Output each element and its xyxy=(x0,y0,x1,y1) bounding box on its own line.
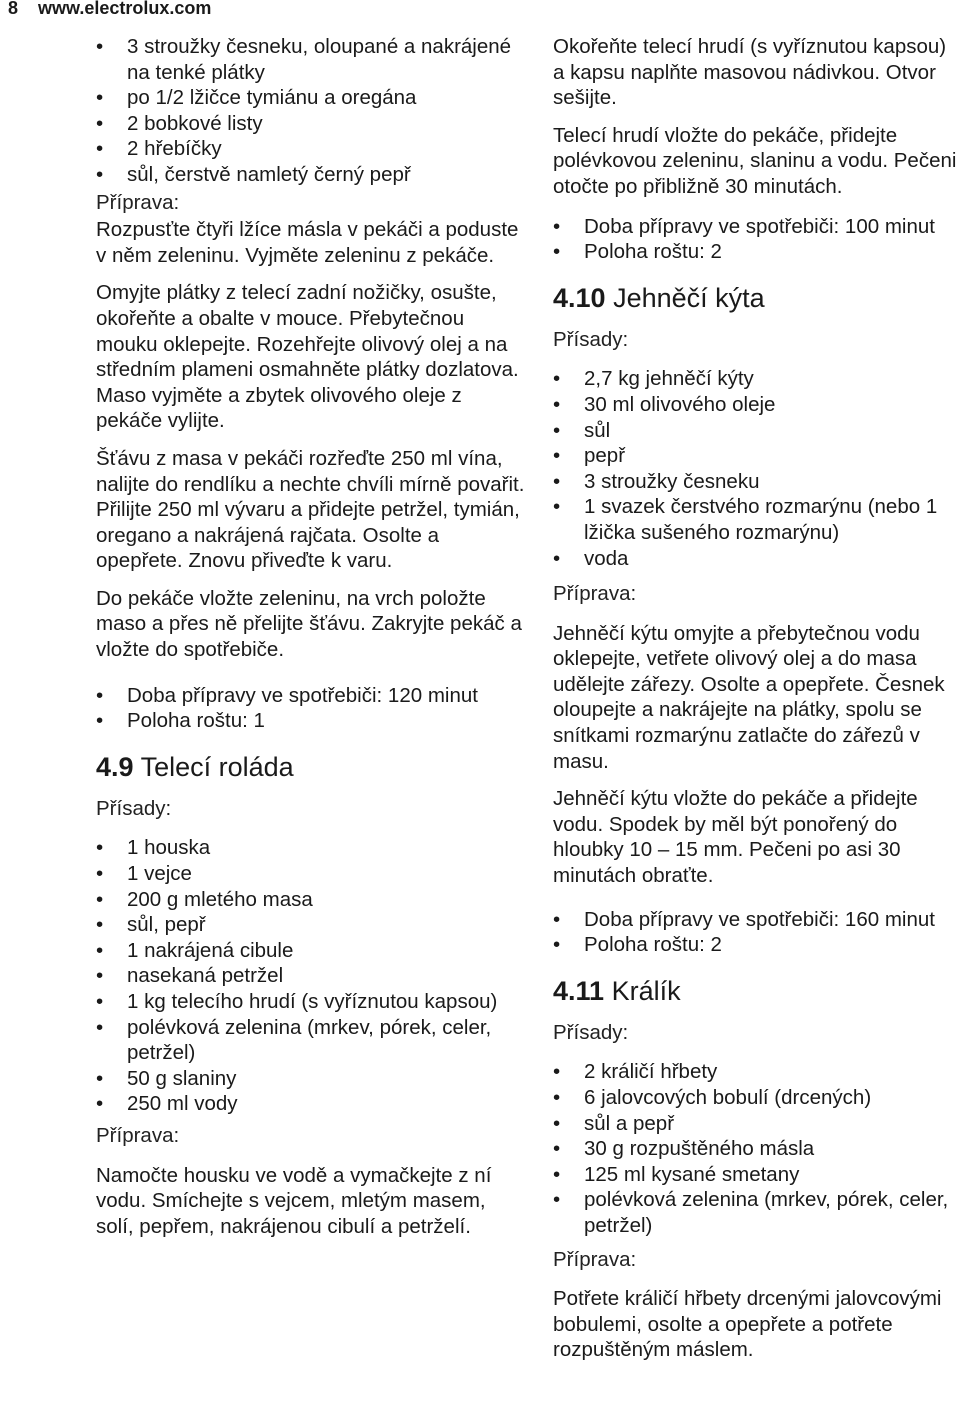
list-item: • 30 ml olivového oleje xyxy=(553,392,960,418)
list-item: • polévková zelenina (mrkev, pórek, celer, petržel) xyxy=(553,1187,960,1238)
ingredient-list xyxy=(96,835,526,1117)
preparation-label: Příprava: xyxy=(96,190,180,214)
list-item: • sůl xyxy=(553,418,960,444)
list-item: • Doba přípravy ve spotřebiči: 160 minut xyxy=(553,907,960,933)
list-item: • 1 svazek čerstvého rozmarýnu (nebo 1 lžička sušeného rozmarýnu) xyxy=(553,494,960,545)
list-item: • pepř xyxy=(553,443,960,469)
ingredient-list xyxy=(553,1059,960,1238)
paragraph: Okořeňte telecí hrudí (s vyříznutou kapsou) a kapsu naplňte masovou nádivkou. Otvor sešijte. xyxy=(553,35,947,110)
preparation-label: Příprava: xyxy=(553,582,637,606)
page-number: 8 xyxy=(8,0,19,18)
list-item: • Doba přípravy ve spotřebiči: 120 minut xyxy=(96,683,526,709)
settings-list xyxy=(553,214,960,265)
list-item: • 3 stroužky česneku, oloupané a nakrájené na tenké plátky xyxy=(96,34,526,85)
section-number: 4.10 xyxy=(553,282,606,313)
paragraph: Jehněčí kýtu vložte do pekáče a přidejte vodu. Spodek by měl být ponořený do hloubky 10 – 15 mm. Pečeni po asi 30 minutách obraťte. xyxy=(553,787,918,888)
paragraph: Šťávu z masa v pekáči rozřeďte 250 ml vína, nalijte do rendlíku a nechte chvíli mírně povařit. Přilijte 250 ml vývaru a přidejte petržel, tymián, oregano a nakrájená rajčata. Osolte a opepřete. Znovu přiveďte k varu. xyxy=(96,446,525,573)
list-item: • 3 stroužky česneku xyxy=(553,469,960,495)
list-item: • 1 houska xyxy=(96,835,526,861)
website-url: www.electrolux.com xyxy=(38,0,212,18)
list-item: • 2,7 kg jehněčí kýty xyxy=(553,366,960,392)
list-item: • 125 ml kysané smetany xyxy=(553,1162,960,1188)
list-item: • 6 jalovcových bobulí (drcených) xyxy=(553,1085,960,1111)
preparation-label: Příprava: xyxy=(96,1123,180,1147)
section-number: 4.9 xyxy=(96,751,134,782)
list-item: • 2 bobkové listy xyxy=(96,111,526,137)
right-column xyxy=(553,34,960,1375)
section-title: Telecí roláda xyxy=(140,751,294,782)
list-item: • sůl, čerstvě namletý černý pepř xyxy=(96,162,526,188)
list-item: • polévková zelenina (mrkev, pórek, celer, petržel) xyxy=(96,1015,526,1066)
list-item: • 2 hřebíčky xyxy=(96,136,526,162)
paragraph: Do pekáče vložte zeleninu, na vrch položte maso a přes ně přelijte šťávu. Zakryjte pekáč a vložte do spotřebiče. xyxy=(96,586,522,662)
section-title: Králík xyxy=(611,975,681,1006)
list-item: • 2 králičí hřbety xyxy=(553,1059,960,1085)
section-title: Jehněčí kýta xyxy=(613,282,765,313)
paragraph: Namočte housku ve vodě a vymačkejte z ní vodu. Smíchejte s vejcem, mletým masem, solí, pepřem, nakrájenou cibulí a petrželí. xyxy=(96,1163,492,1238)
left-column xyxy=(96,34,526,1251)
list-item: • 1 nakrájená cibule xyxy=(96,938,526,964)
list-item: • 1 kg telecího hrudí (s vyříznutou kapsou) xyxy=(96,989,526,1015)
section-heading xyxy=(553,974,960,1008)
ingredients-label: Přísady: xyxy=(96,796,172,820)
paragraph: Omyjte plátky z telecí zadní nožičky, osušte, okořeňte a obalte v mouce. Přebytečnou mouku oklepejte. Rozehřejte olivový olej a na středním plameni osmahněte plátky dozlatova. Maso vyjměte a zbytek olivového oleje z pekáče vylijte. xyxy=(96,281,519,433)
settings-list xyxy=(96,683,526,734)
list-item: • voda xyxy=(553,546,960,572)
paragraph: Potřete králičí hřbety drcenými jalovcovými bobulemi, osolte a opepřete a potřete rozpuštěným máslem. xyxy=(553,1287,942,1362)
list-item: • sůl a pepř xyxy=(553,1111,960,1137)
section-number: 4.11 xyxy=(553,975,605,1006)
preparation-label: Příprava: xyxy=(553,1247,637,1271)
list-item: • 250 ml vody xyxy=(96,1091,526,1117)
list-item: • sůl, pepř xyxy=(96,912,526,938)
paragraph: Jehněčí kýtu omyjte a přebytečnou vodu oklepejte, vetřete olivový olej a do masa udělejte zářezy. Osolte a opepřete. Česnek oloupejte a nakrájejte na plátky, spolu se snítkami rozmarýnu zatlačte do zářezů v masu. xyxy=(553,621,945,773)
list-item: • Poloha roštu: 1 xyxy=(96,708,526,734)
list-item: • 200 g mletého masa xyxy=(96,887,526,913)
ingredient-list-continued xyxy=(96,34,526,188)
ingredient-list xyxy=(553,366,960,571)
ingredients-label: Přísady: xyxy=(553,1020,629,1044)
list-item: • 30 g rozpuštěného másla xyxy=(553,1136,960,1162)
list-item: • 50 g slaniny xyxy=(96,1066,526,1092)
list-item: • po 1/2 lžičce tymiánu a oregána xyxy=(96,85,526,111)
paragraph: Telecí hrudí vložte do pekáče, přidejte polévkovou zeleninu, slaninu a vodu. Pečeni otočte po přibližně 30 minutách. xyxy=(553,123,957,198)
section-heading xyxy=(96,750,526,784)
page-header xyxy=(8,0,211,20)
ingredients-label: Přísady: xyxy=(553,327,629,351)
paragraph: Rozpusťte čtyři lžíce másla v pekáči a poduste v něm zeleninu. Vyjměte zeleninu z pekáče. xyxy=(96,218,519,267)
section-heading xyxy=(553,281,960,315)
list-item: • 1 vejce xyxy=(96,861,526,887)
list-item: • Doba přípravy ve spotřebiči: 100 minut xyxy=(553,214,960,240)
list-item: • nasekaná petržel xyxy=(96,963,526,989)
list-item: • Poloha roštu: 2 xyxy=(553,239,960,265)
list-item: • Poloha roštu: 2 xyxy=(553,932,960,958)
settings-list xyxy=(553,907,960,958)
